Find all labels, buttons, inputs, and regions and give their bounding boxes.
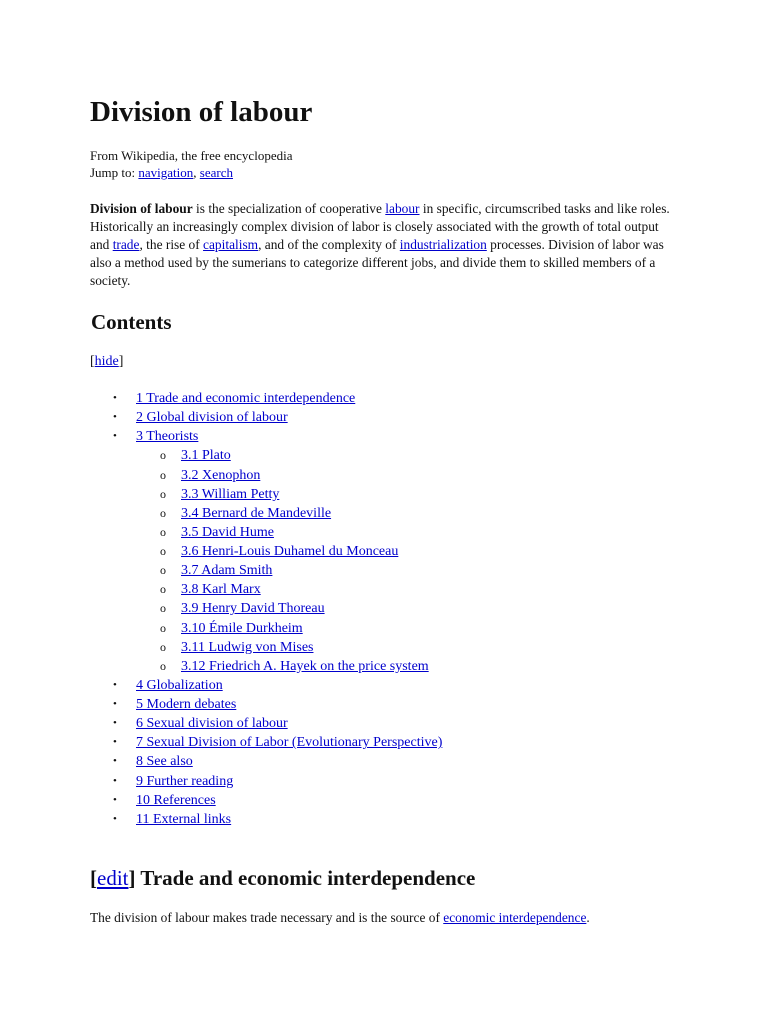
toc-sub-bullet: o	[160, 524, 166, 539]
toc-link[interactable]: 1 Trade and economic interdependence	[136, 391, 356, 406]
toc-item	[90, 485, 650, 504]
intro-bold-term: Division of labour	[90, 201, 193, 216]
toc-item	[90, 523, 650, 542]
toc-link[interactable]: 3.8 Karl Marx	[181, 582, 261, 598]
toc-sub-bullet: o	[160, 486, 166, 501]
toc-link[interactable]: 3.9 Henry David Thoreau	[181, 601, 325, 617]
toc-bullet: •	[113, 411, 117, 424]
toc-item	[90, 714, 650, 733]
toc-sub-bullet: o	[160, 658, 166, 673]
toc-sub-bullet: o	[160, 601, 166, 616]
toc-link[interactable]: 9 Further reading	[136, 773, 234, 789]
toc-link[interactable]: 3 Theorists	[136, 429, 199, 445]
toc-item	[90, 599, 650, 618]
toc-hide-toggle	[90, 353, 123, 371]
contents-heading: Contents	[91, 310, 172, 334]
toc-link[interactable]: 2 Global division of labour	[136, 410, 288, 426]
jump-navigation-link[interactable]: navigation	[138, 165, 194, 180]
table-of-contents	[90, 389, 650, 829]
section-text-1: The division of labour makes trade necessary and is the source of	[90, 910, 444, 925]
hide-open-bracket: [	[90, 354, 95, 369]
trade-link[interactable]: trade	[112, 237, 140, 252]
toc-link[interactable]: 3.6 Henri-Louis Duhamel du Monceau	[181, 544, 399, 559]
toc-link[interactable]: 7 Sexual Division of Labor (Evolutionary Perspective)	[136, 735, 443, 751]
toc-sub-bullet: o	[160, 582, 166, 597]
section-heading-trade	[90, 864, 475, 892]
toc-link[interactable]: 3.4 Bernard de Mandeville	[181, 505, 332, 521]
toc-sub-bullet: o	[160, 505, 166, 520]
toc-bullet: •	[113, 774, 117, 787]
toc-item	[90, 504, 650, 523]
toc-item	[90, 466, 650, 485]
site-subtitle: From Wikipedia, the free encyclopedia	[90, 148, 293, 163]
toc-sub-bullet: o	[160, 467, 166, 482]
toc-item	[90, 772, 650, 791]
intro-text-2: in specific, circumscribed tasks and like roles. Historically an increasingly complex division of labor is closely associated with the growth of total output and	[90, 201, 670, 252]
toc-item	[90, 752, 650, 771]
toc-item	[90, 810, 650, 829]
toc-item	[90, 638, 650, 657]
toc-item	[90, 619, 650, 638]
toc-bullet: •	[113, 698, 117, 710]
section-paragraph	[90, 909, 590, 927]
toc-sub-bullet: o	[160, 544, 166, 558]
toc-link[interactable]: 3.3 William Petty	[181, 486, 280, 502]
toc-item	[90, 427, 650, 446]
toc-bullet: •	[113, 678, 117, 691]
edit-open-bracket: [	[90, 866, 97, 890]
intro-text-4: , and of the complexity of	[258, 237, 400, 252]
edit-close-bracket: ]	[128, 866, 136, 890]
intro-text-1: is the specialization of cooperative	[192, 201, 386, 216]
toc-link[interactable]: 3.10 Émile Durkheim	[181, 620, 303, 636]
toc-bullet: •	[113, 392, 117, 404]
toc-link[interactable]: 3.2 Xenophon	[181, 467, 261, 483]
toc-sub-bullet: o	[160, 448, 166, 463]
toc-link[interactable]: 3.7 Adam Smith	[181, 563, 273, 579]
toc-item	[90, 676, 650, 695]
toc-item	[90, 408, 650, 427]
toc-link[interactable]: 3.11 Ludwig von Mises	[181, 639, 314, 655]
toc-item	[90, 791, 650, 810]
labour-link[interactable]: labour	[385, 201, 420, 216]
toc-item	[90, 446, 650, 465]
toc-link[interactable]: 5 Modern debates	[136, 697, 237, 712]
toc-link[interactable]: 11 External links	[136, 811, 232, 827]
toc-sub-bullet: o	[160, 639, 166, 654]
jump-search-link[interactable]: search	[199, 165, 233, 180]
toc-bullet: •	[113, 793, 117, 806]
section-title: Trade and economic interdependence	[135, 866, 476, 890]
toc-bullet: •	[113, 812, 117, 825]
intro-text-5: processes. Division of labor was also a method used by the sumerians to categorize different jobs, and divide them to skilled members of a society.	[90, 237, 664, 288]
toc-item	[90, 389, 650, 408]
toc-link[interactable]: 3.12 Friedrich A. Hayek on the price system	[181, 658, 429, 674]
toc-link[interactable]: 6 Sexual division of labour	[136, 716, 288, 732]
toc-item	[90, 542, 650, 561]
capitalism-link[interactable]: capitalism	[203, 237, 259, 252]
toc-item	[90, 561, 650, 580]
jump-to-line	[90, 164, 233, 181]
toc-link[interactable]: 4 Globalization	[136, 677, 223, 693]
toc-link[interactable]: 3.5 David Hume	[181, 524, 274, 540]
jump-to-label: Jump to:	[90, 165, 139, 180]
toc-link[interactable]: 8 See also	[136, 754, 193, 770]
hide-close-bracket: ]	[118, 354, 124, 369]
toc-item	[90, 733, 650, 752]
toc-item	[90, 657, 650, 676]
toc-sub-bullet: o	[160, 620, 166, 635]
intro-text-3: , the rise of	[139, 237, 204, 252]
toc-bullet: •	[113, 736, 117, 749]
hide-link[interactable]: hide	[94, 354, 119, 369]
intro-paragraph	[90, 200, 670, 290]
section-text-2: .	[586, 910, 590, 925]
toc-bullet: •	[113, 430, 117, 443]
toc-link[interactable]: 10 References	[136, 792, 216, 808]
industrialization-link[interactable]: industrialization	[399, 237, 487, 252]
toc-item	[90, 695, 650, 714]
toc-link[interactable]: 3.1 Plato	[181, 448, 231, 464]
toc-item	[90, 580, 650, 599]
toc-bullet: •	[113, 755, 117, 768]
toc-bullet: •	[113, 717, 117, 730]
edit-link[interactable]: edit	[97, 866, 129, 890]
economic-interdependence-link[interactable]: economic interdependence	[443, 910, 587, 925]
page-title: Division of labour	[90, 96, 313, 128]
jump-separator: ,	[193, 165, 200, 180]
toc-sub-bullet: o	[160, 563, 166, 578]
